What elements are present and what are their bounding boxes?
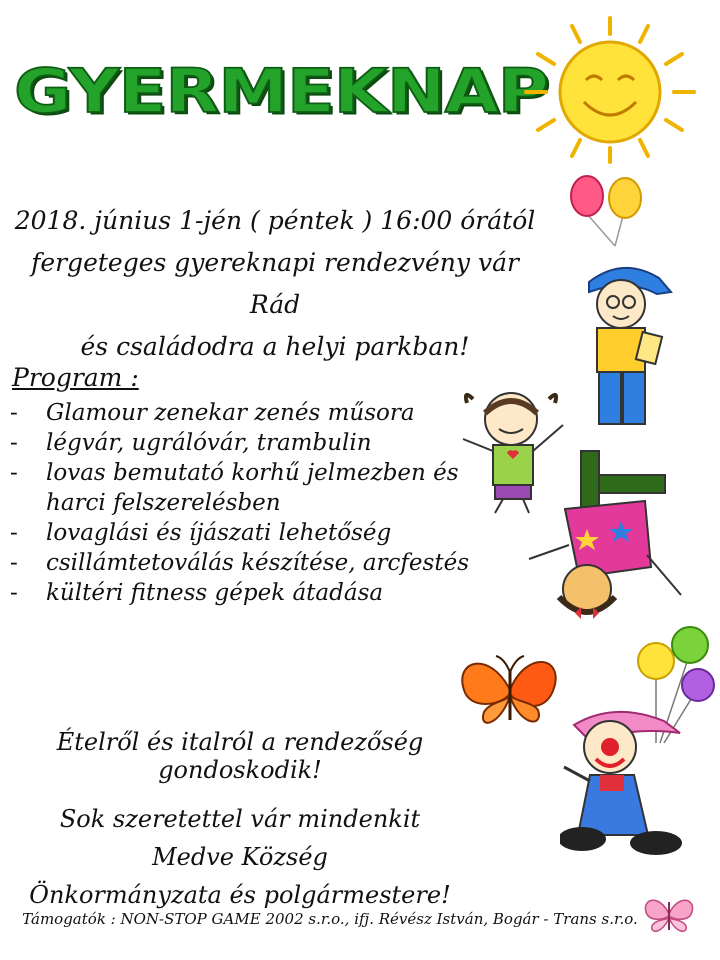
- closing-line-1: Sok szeretettel vár mindenkit Medve Község: [59, 805, 421, 871]
- program-heading: Program :: [12, 363, 139, 392]
- food-note: Ételről és italról a rendezőség gondoskodik!: [56, 728, 424, 784]
- closing-message: [20, 800, 460, 914]
- small-butterfly-icon: [642, 892, 696, 938]
- program-item: - lovaglási és íjászati lehetőség: [10, 518, 480, 548]
- program-item: - lovas bemutató korhű jelmezben és harci felszerelésben: [10, 458, 480, 518]
- balloons-icon: [565, 172, 655, 252]
- event-intro: [10, 200, 540, 368]
- boy-icon: [575, 260, 685, 440]
- intro-line-date: 2018. június 1-jén ( péntek ) 16:00 órától: [14, 206, 536, 235]
- butterfly-icon: [460, 650, 560, 740]
- cartwheel-kid-icon: [525, 445, 685, 625]
- program-list: [10, 398, 480, 608]
- intro-line-invite: fergeteges gyereknapi rendezvény vár Rád: [31, 248, 519, 319]
- intro-line-location: és családodra a helyi parkban!: [80, 332, 470, 361]
- closing-line-2: Önkormányzata és polgármestere!: [29, 881, 451, 909]
- program-item: - csillámtetoválás készítése, arcfestés: [10, 548, 480, 578]
- sponsors-line: Támogatók : NON-STOP GAME 2002 s.r.o., ifj. Révész István, Bogár - Trans s.r.o.: [22, 910, 638, 928]
- program-item: - Glamour zenekar zenés műsora: [10, 398, 480, 428]
- sun-icon: [520, 14, 700, 164]
- clown-icon: [560, 625, 720, 865]
- page-title: GYERMEKNAP: [14, 56, 549, 127]
- program-item: - kültéri fitness gépek átadása: [10, 578, 480, 608]
- program-item: - légvár, ugrálóvár, trambulin: [10, 428, 480, 458]
